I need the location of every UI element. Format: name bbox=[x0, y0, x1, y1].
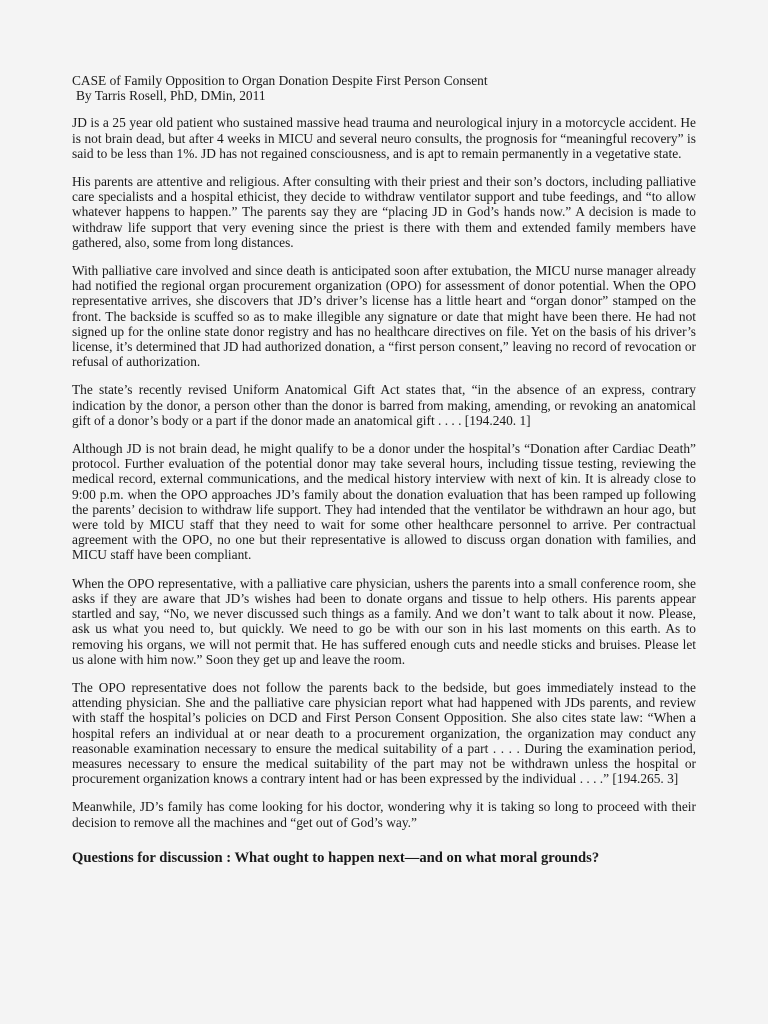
paragraph-family-waiting: Meanwhile, JD’s family has come looking for his doctor, wondering why it is taking so long to proceed with their decision to remove all the machines and “get out of God’s way.” bbox=[72, 799, 696, 830]
paragraph-patient-condition: JD is a 25 year old patient who sustained massive head trauma and neurological injury in a motorcycle accident. He is not brain dead, but after 4 weeks in MICU and several neuro consults, the prognosis for “meaningful recovery” is said to be less than 1%. JD has not regained consciousness, and is apt to remain permanently in a vegetative state. bbox=[72, 115, 696, 161]
paragraph-anatomical-gift-act: The state’s recently revised Uniform Anatomical Gift Act states that, “in the absence of an express, contrary indication by the donor, a person other than the donor is barred from making, amending, or revoking an anatomical gift of a donor’s body or a part if the donor made an anatomical gift . . . . [194.240. 1] bbox=[72, 382, 696, 428]
paragraph-state-law: The OPO representative does not follow the parents back to the bedside, but goes immediately instead to the attending physician. She and the palliative care physician report what had happened with JDs parents, and review with staff the hospital’s policies on DCD and First Person Consent Opposition. She also cites state law: “When a hospital refers an individual at or near death to a procurement organization, the organization may conduct any reasonable examination necessary to ensure the medical suitability of a part . . . . During the examination period, measures necessary to ensure the medical suitability of the part may not be withdrawn unless the hospital or procurement organization knows a contrary intent had or has been expressed by the individual . . . .” [194.265. 3] bbox=[72, 679, 696, 787]
document-author: By Tarris Rosell, PhD, DMin, 2011 bbox=[76, 88, 266, 104]
paragraph-dcd-protocol: Although JD is not brain dead, he might qualify to be a donor under the hospital’s “Donation after Cardiac Death” protocol. Further evaluation of the potential donor may take several hours, including tissue testing, reviewing the medical record, external communications, and the medical history interview with next of kin. It is already close to 9:00 p.m. when the OPO approaches JD’s family about the donation evaluation that has been ramped up following the parents’ decision to withdraw life support. They had intended that the ventilator be withdrawn an hour ago, but were told by MICU staff that they need to wait for some other healthcare personnel to arrive. Per contractual agreement with the OPO, no one but their representative is allowed to discuss organ donation with families, and MICU staff have been compliant. bbox=[72, 441, 696, 563]
paragraph-parents-decision: His parents are attentive and religious. After consulting with their priest and their son’s doctors, including palliative care specialists and a hospital ethicist, they decide to withdraw ventilator support and tube feedings, and “to allow whatever happens to happen.” The parents say they are “placing JD in God’s hands now.” A decision is made to withdraw life support that very evening since the priest is there with them and extended family members have gathered, also, some from long distances. bbox=[72, 174, 696, 250]
paragraph-opo-notification: With palliative care involved and since death is anticipated soon after extubation, the MICU nurse manager already had notified the regional organ procurement organization (OPO) for assessment of donor potential. When the OPO representative arrives, she discovers that JD’s driver’s license has a little heart and “organ donor” stamped on the front. The backside is scuffed so as to make illegible any signature or date that might have been there. He had not signed up for the online state donor registry and has no healthcare directives on file. Yet on the basis of his driver’s license, it’s determined that JD had authorized donation, a “first person consent,” leaving no record of revocation or refusal of authorization. bbox=[72, 263, 696, 370]
document-title: CASE of Family Opposition to Organ Donation Despite First Person Consent bbox=[72, 73, 488, 88]
discussion-question: Questions for discussion : What ought to happen next—and on what moral grounds? bbox=[72, 849, 600, 866]
paragraph-family-refusal: When the OPO representative, with a palliative care physician, ushers the parents into a small conference room, she asks if they are aware that JD’s wishes had been to donate organs and tissue to help others. His parents appear startled and say, “No, we never discussed such things as a family. And we don’t want to talk about it now. Please, ask us what you need to, but quickly. We need to go be with our son in his last moments on this earth. As to removing his organs, we will not permit that. He has suffered enough cuts and needle sticks and bruises. Please let us alone with him now.” Soon they get up and leave the room. bbox=[72, 575, 696, 667]
